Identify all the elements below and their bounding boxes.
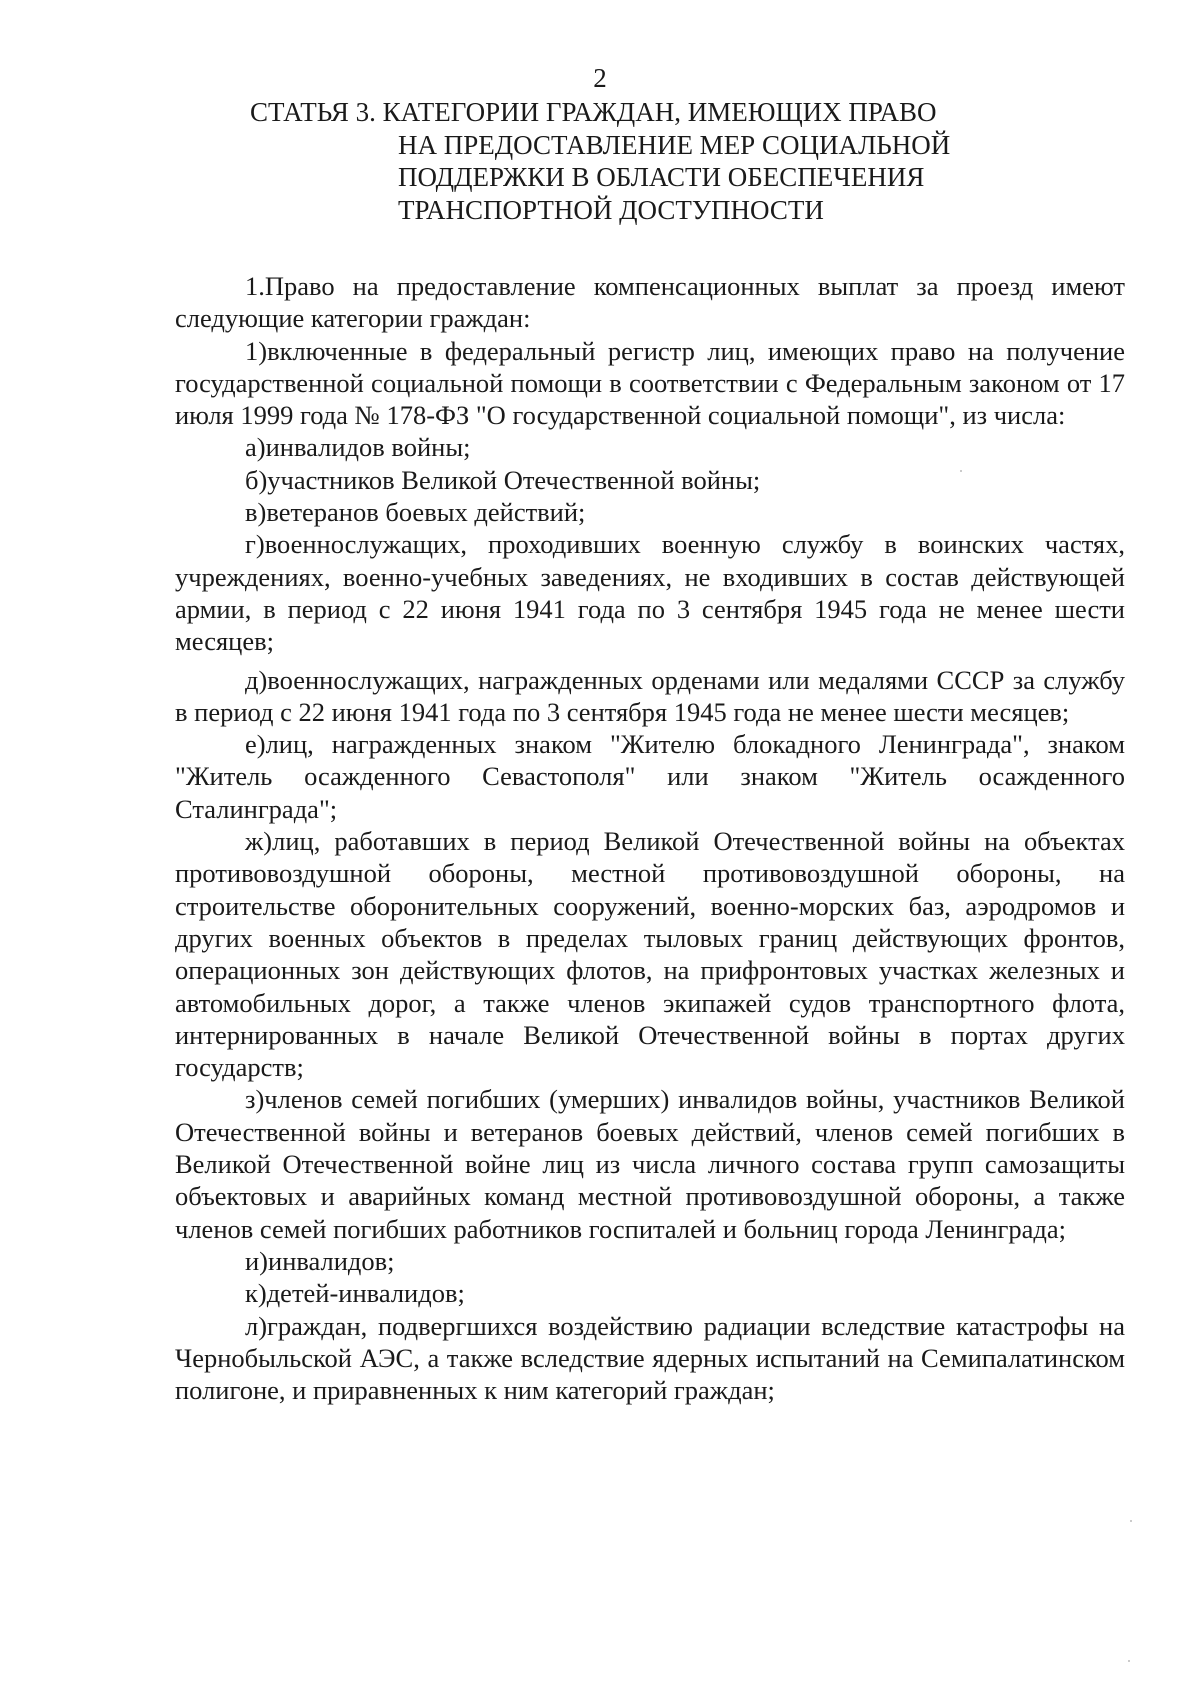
paragraph-subitem-i: и)инвалидов; bbox=[245, 1245, 395, 1276]
paragraph-subitem-g: г)военнослужащих, проходивших военную службу в воинских частях, учреждениях, военно-учебных заведениях, не входивших в состав действующей армии, в период с 22 июня 1941 года по 3 сентября 1945 года не менее шести месяцев; bbox=[175, 529, 1125, 657]
paragraph-subitem-z: з)членов семей погибших (умерших) инвалидов войны, участников Великой Отечественной войны и ветеранов боевых действий, членов семей погибших в Великой Отечественной войне лиц из числа личного состава групп самозащиты объектовых и аварийных команд местной противовоздушной обороны, а также членов семей погибших работников госпиталей и больниц города Ленинграда; bbox=[175, 1084, 1125, 1244]
paragraph-subitem-b: б)участников Великой Отечественной войны; bbox=[245, 464, 761, 495]
heading-line: ПОДДЕРЖКИ В ОБЛАСТИ ОБЕСПЕЧЕНИЯ bbox=[398, 162, 925, 192]
paragraph-subitem-a: а)инвалидов войны; bbox=[245, 432, 471, 463]
paragraph-subitem-zh: ж)лиц, работавших в период Великой Отечественной войны на объектах противовоздушной обороны, местной противовоздушной обороны, на строительстве оборонительных сооружений, военно-морских баз, аэродромов и других военных объектов в пределах тыловых границ действующих фронтов, операционных зон действующих флотов, на прифронтовых участках железных и автомобильных дорог, а также членов экипажей судов транспортного флота, интернированных в начале Великой Отечественной войны в портах других государств; bbox=[175, 826, 1125, 1083]
paragraph-subitem-v: в)ветеранов боевых действий; bbox=[245, 497, 586, 528]
page-number: 2 bbox=[593, 63, 607, 93]
paragraph-subitem-e: е)лиц, награжденных знаком "Жителю блокадного Ленинграда", знаком "Житель осажденного Севастополя" или знаком "Житель осажденного Сталинграда"; bbox=[175, 729, 1125, 824]
heading-line: СТАТЬЯ 3. КАТЕГОРИИ ГРАЖДАН, ИМЕЮЩИХ ПРАВО bbox=[250, 97, 937, 127]
paragraph-subitem-d: д)военнослужащих, награжденных орденами или медалями СССР за службу в период с 22 июня 1941 года по 3 сентября 1945 года не менее шести месяцев; bbox=[175, 664, 1125, 727]
paragraph-item-1: 1.Право на предоставление компенсационных выплат за проезд имеют следующие категории граждан: bbox=[175, 271, 1125, 334]
document-body bbox=[175, 270, 1125, 1406]
scan-speck bbox=[1130, 1520, 1132, 1522]
paragraph-subitem-l: л)граждан, подвергшихся воздействию радиации вследствие катастрофы на Чернобыльской АЭС, а также вследствие ядерных испытаний на Семипалатинском полигоне, и приравненных к ним категорий граждан; bbox=[175, 1310, 1125, 1406]
paragraph-subitem-1: 1)включенные в федеральный регистр лиц, имеющих право на получение государственной социальной помощи в соответствии с Федеральным законом от 17 июля 1999 года № 178-ФЗ "О государственной социальной помощи", из числа: bbox=[175, 335, 1125, 431]
paragraph-subitem-k: к)детей-инвалидов; bbox=[245, 1278, 465, 1309]
heading-line: НА ПРЕДОСТАВЛЕНИЕ МЕР СОЦИАЛЬНОЙ bbox=[398, 129, 951, 160]
heading-line: ТРАНСПОРТНОЙ ДОСТУПНОСТИ bbox=[398, 194, 824, 225]
article-heading bbox=[250, 96, 1050, 226]
scan-speck bbox=[960, 470, 962, 472]
scan-speck bbox=[1128, 1660, 1130, 1662]
